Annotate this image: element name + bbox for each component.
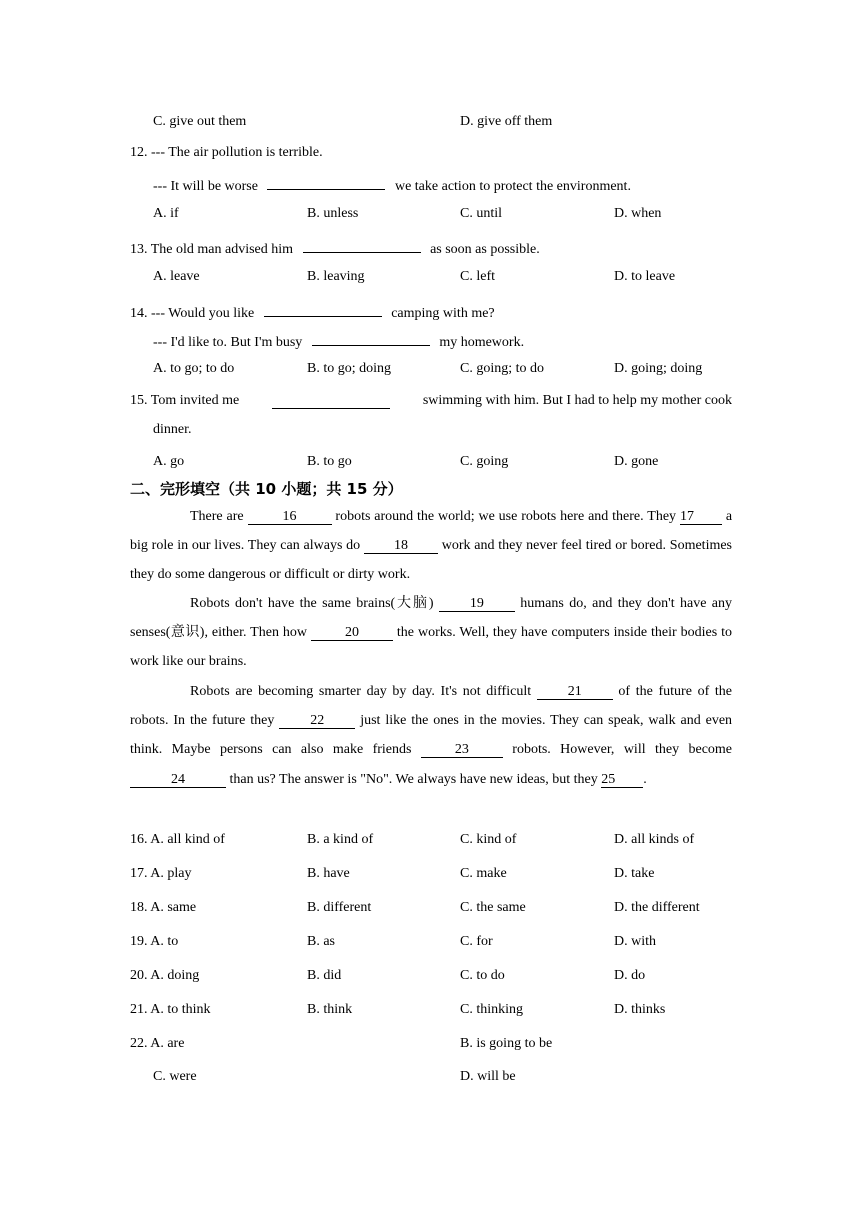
choice-19-option-d: D. with xyxy=(614,934,656,949)
cloze-p3-text-4: robots. However, will they become xyxy=(512,742,733,758)
choice-22-option-a: 22. A. are xyxy=(130,1036,185,1051)
choice-18-option-c: C. the same xyxy=(460,900,526,915)
cloze-blank-20: 20 xyxy=(311,624,393,641)
q12-line1: 12. --- The air pollution is terrible. xyxy=(130,145,323,160)
q13-option-b: B. leaving xyxy=(307,269,365,284)
q12-line2-post: we take action to protect the environment. xyxy=(394,179,631,194)
choice-19-option-a: 19. A. to xyxy=(130,934,179,949)
q15-option-b: B. to go xyxy=(307,454,352,469)
cloze-p3-text-3: just like the ones in the movies. They can speak, walk and even think. Maybe persons can also make friends xyxy=(130,713,733,758)
q15-option-d: D. gone xyxy=(614,454,659,469)
q12-line2-pre: --- It will be worse xyxy=(153,179,258,194)
q13-post: as soon as possible. xyxy=(430,242,540,257)
choice-18-option-b: B. different xyxy=(307,900,372,915)
q12-option-b: B. unless xyxy=(307,206,359,221)
choice-17-option-a: 17. A. play xyxy=(130,866,192,881)
cloze-blank-18: 18 xyxy=(364,537,438,554)
q14-option-a: A. to go; to do xyxy=(153,361,235,376)
choice-20-option-c: C. to do xyxy=(460,968,505,983)
cloze-p3-text-2: of the future of the robots. In the future they xyxy=(130,684,732,729)
cloze-p3-text-6: . xyxy=(643,771,647,787)
q15-option-a: A. go xyxy=(153,454,185,469)
cloze-p2-text-2: humans do, and they don't have any senses(意识), either. Then how xyxy=(130,596,733,641)
q14-line1 xyxy=(130,300,495,323)
q12-line2 xyxy=(153,173,631,196)
q11-option-c: C. give out them xyxy=(153,114,247,129)
cloze-blank-19: 19 xyxy=(439,595,515,612)
cloze-paragraph-3 xyxy=(130,677,732,794)
q12-option-d: D. when xyxy=(614,206,662,221)
choice-17-option-d: D. take xyxy=(614,866,655,881)
choice-20-option-a: 20. A. doing xyxy=(130,968,200,983)
cloze-paragraph-2 xyxy=(130,589,732,677)
q13-option-a: A. leave xyxy=(153,269,200,284)
choice-18-option-d: D. the different xyxy=(614,900,700,915)
q12-blank xyxy=(267,173,385,190)
q15-blank xyxy=(272,392,390,409)
q15-post: swimming with him. But I had to help my mother cook xyxy=(422,393,732,408)
choice-17-option-c: C. make xyxy=(460,866,507,881)
cloze-blank-21: 21 xyxy=(537,683,613,700)
q13-option-c: C. left xyxy=(460,269,495,284)
q15-line1 xyxy=(130,392,732,410)
cloze-p3-text-1: Robots are becoming smarter day by day. It's not difficult xyxy=(190,684,532,699)
q14-line2-pre: --- I'd like to. But I'm busy xyxy=(153,335,303,350)
section-2-title: 二、完形填空（共 10 小题；共 15 分） xyxy=(130,480,403,498)
choice-22-option-d: D. will be xyxy=(460,1069,516,1084)
choice-20-option-d: D. do xyxy=(614,968,646,983)
choice-21-option-c: C. thinking xyxy=(460,1002,524,1017)
q13-stem xyxy=(130,236,540,259)
choice-22-option-b: B. is going to be xyxy=(460,1036,553,1051)
q13-pre: 13. The old man advised him xyxy=(130,242,294,257)
cloze-blank-22: 22 xyxy=(279,712,355,729)
cloze-blank-17: 17 xyxy=(680,508,722,525)
choice-16-option-a: 16. A. all kind of xyxy=(130,832,225,847)
cloze-p1-text-1: There are xyxy=(190,509,244,524)
cloze-p2-text-3: the works. Well, they have computers inside their bodies to work like our brains. xyxy=(130,625,733,670)
q13-blank xyxy=(303,236,421,253)
cloze-p2-text-1: Robots don't have the same brains(大脑) xyxy=(190,596,434,611)
choice-19-option-c: C. for xyxy=(460,934,493,949)
choice-16-option-d: D. all kinds of xyxy=(614,832,695,847)
choice-22-option-c: C. were xyxy=(153,1069,197,1084)
cloze-p1-text-3: a big role in our lives. They can always do xyxy=(130,509,733,554)
choice-17-option-b: B. have xyxy=(307,866,350,881)
q14-blank-2 xyxy=(312,329,430,346)
q12-option-c: C. until xyxy=(460,206,503,221)
q14-line1-post: camping with me? xyxy=(391,306,495,321)
cloze-p3-text-5: than us? The answer is "No". We always have new ideas, but they xyxy=(229,771,598,787)
cloze-blank-23: 23 xyxy=(421,741,503,758)
choice-21-option-d: D. thinks xyxy=(614,1002,666,1017)
choice-19-option-b: B. as xyxy=(307,934,335,949)
q14-line1-pre: 14. --- Would you like xyxy=(130,306,255,321)
choice-20-option-b: B. did xyxy=(307,968,342,983)
cloze-blank-25: 25 xyxy=(601,771,643,788)
cloze-paragraph-1 xyxy=(130,502,732,590)
q14-line2-post: my homework. xyxy=(439,335,525,350)
choice-16-option-b: B. a kind of xyxy=(307,832,374,847)
choice-21-option-b: B. think xyxy=(307,1002,353,1017)
q12-option-a: A. if xyxy=(153,206,179,221)
q14-option-d: D. going; doing xyxy=(614,361,703,376)
cloze-p1-text-4: work and they never feel tired or bored. Sometimes they do some dangerous or difficult or dirty work. xyxy=(130,538,733,583)
q15-pre: 15. Tom invited me xyxy=(130,393,240,408)
choice-16-option-c: C. kind of xyxy=(460,832,517,847)
q11-option-d: D. give off them xyxy=(460,114,553,129)
cloze-blank-24: 24 xyxy=(130,771,226,788)
q13-option-d: D. to leave xyxy=(614,269,676,284)
cloze-p1-text-2: robots around the world; we use robots here and there. They xyxy=(335,509,677,524)
q15-option-c: C. going xyxy=(460,454,509,469)
choice-18-option-a: 18. A. same xyxy=(130,900,197,915)
q15-line2: dinner. xyxy=(153,422,192,437)
cloze-blank-16: 16 xyxy=(248,508,332,525)
q14-blank-1 xyxy=(264,300,382,317)
q14-option-b: B. to go; doing xyxy=(307,361,392,376)
q14-option-c: C. going; to do xyxy=(460,361,545,376)
q14-line2 xyxy=(153,329,524,352)
choice-21-option-a: 21. A. to think xyxy=(130,1002,211,1017)
